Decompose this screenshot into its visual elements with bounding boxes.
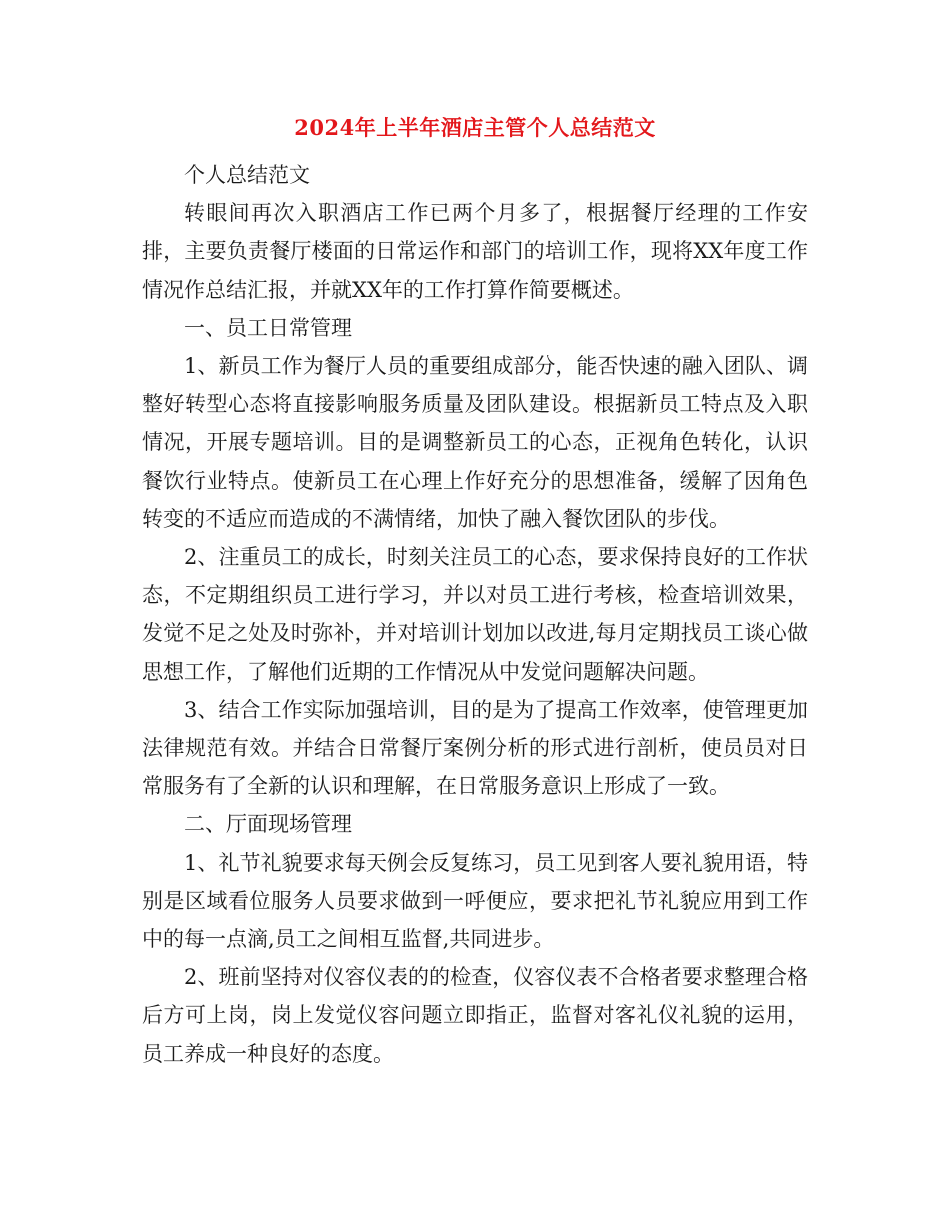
paragraph-intro: 转眼间再次入职酒店工作已两个月多了，根据餐厅经理的工作安排，主要负责餐厅楼面的日常运作和部门的培训工作，现将XX年度工作情况作总结汇报，并就XX年的工作打算作简要概述。	[142, 201, 808, 302]
paragraph-item: 2、注重员工的成长，时刻关注员工的心态，要求保持良好的工作状态，不定期组织员工进行学习，并以对员工进行考核，检查培训效果，发觉不足之处及时弥补，并对培训计划加以改进,每月定期找员工谈心做思想工作，了解他们近期的工作情况从中发觉问题解决问题。	[142, 545, 808, 684]
section-heading-staff-management: 一、员工日常管理	[184, 315, 352, 340]
paragraph-item: 2、班前坚持对仪容仪表的的检查，仪容仪表不合格者要求整理合格后方可上岗，岗上发觉仪容问题立即指正，监督对客礼仪礼貌的运用，员工养成一种良好的态度。	[142, 965, 808, 1066]
document-body	[142, 156, 808, 1073]
section-heading-floor-management: 二、厅面现场管理	[184, 812, 352, 837]
paragraph-item: 3、结合工作实际加强培训，目的是为了提高工作效率，使管理更加法律规范有效。并结合日常餐厅案例分析的形式进行剖析，使员员对日常服务有了全新的认识和理解，在日常服务意识上形成了一致。	[142, 697, 808, 799]
paragraph-item: 1、礼节礼貌要求每天例会反复练习，员工见到客人要礼貌用语，特别是区域看位服务人员要求做到一呼便应，要求把礼节礼貌应用到工作中的每一点滴,员工之间相互监督,共同进步。	[142, 850, 808, 952]
paragraph-item: 1、新员工作为餐厅人员的重要组成部分，能否快速的融入团队、调整好转型心态将直接影响服务质量及团队建设。根据新员工特点及入职情况，开展专题培训。目的是调整新员工的心态，正视角色转化，认识餐饮行业特点。使新员工在心理上作好充分的思想准备，缓解了因角色转变的不适应而造成的不满情绪，加快了融入餐饮团队的步伐。	[142, 354, 808, 531]
paragraph-subtitle: 个人总结范文	[184, 163, 310, 187]
document-title: 2024年上半年酒店主管个人总结范文	[294, 115, 656, 140]
